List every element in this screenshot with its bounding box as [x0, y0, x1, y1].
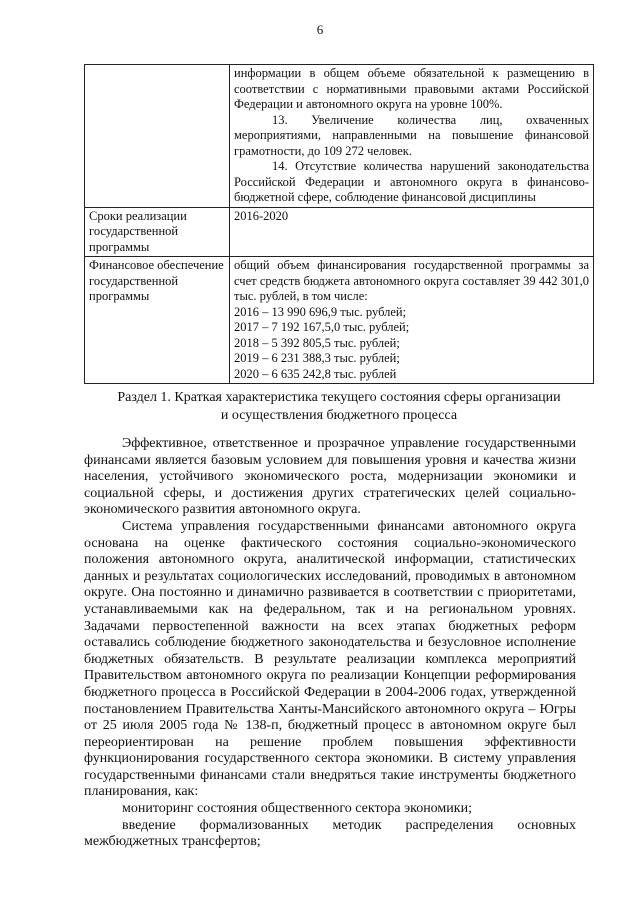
table-value-terms: 2016-2020 — [230, 207, 594, 257]
section-heading-line-2: и осуществления бюджетного процесса — [220, 408, 458, 423]
table-row-financing — [85, 257, 594, 384]
section-heading — [84, 389, 594, 425]
table-item-14: 14. Отсутствие количества нарушений законодательства Российской Федерации и автономного округа в финансово-бюджетной сфере, соблюдение финансовой дисциплины — [234, 159, 589, 204]
table-row-results — [85, 65, 594, 208]
list-item-methods: введение формализованных методик распределения основных межбюджетных трансфертов; — [84, 817, 576, 850]
table-row-terms — [85, 207, 594, 257]
page-number: 6 — [316, 22, 324, 37]
table-label-terms: Сроки реализации государственной программы — [85, 207, 230, 257]
list-item-monitoring: мониторинг состояния общественного сектора экономики; — [122, 801, 472, 817]
financing-intro: общий объем финансирования государственной программы за счет средств бюджета автономного округа составляет 39 442 301,0 тыс. рублей, в том числе: — [234, 258, 589, 303]
table-continuation-text: информации в общем объеме обязательной к размещению в соответствии с нормативными правовыми актами Российской Федерации и автономного округа на уровне 100%. — [234, 66, 589, 111]
table-label-financing: Финансовое обеспечение государственной программы — [85, 257, 230, 384]
paragraph-2: Система управления государственными финансами автономного округа основана на оценке фактического состояния социально-экономического положения автономного округа, аналитической информации, статистических данных и результатах социологических исследований, проводимых в автономном округе. Она постоянно и динамично развивается в соответствии с приоритетами, устанавливаемыми как на федеральном, так и на региональном уровнях. Задачами первостепенной важности на всех этапах бюджетных реформ оставались соблюдение бюджетного законодательства и безусловное исполнение бюджетных обязательств. В результате реализации комплекса мероприятий Правительством автономного округа по реализации Концепции реформирования бюджетного процесса в Российской Федерации в 2004-2006 годах, утвержденной постановлением Правительства Ханты-Мансийского автономного округа – Югры от 25 июля 2005 года № 138-п, бюджетный процесс в автономном округе был переориентирован на решение проблем повышения эффективности функционирования государственного сектора экономики. В систему управления государственными финансами стали внедряться такие инструменты бюджетного планирования, как: — [84, 518, 576, 800]
financing-year-2019: 2019 – 6 231 388,3 тыс. рублей; — [234, 351, 400, 365]
table-value-cell-results — [230, 65, 594, 208]
financing-year-2018: 2018 – 5 392 805,5 тыс. рублей; — [234, 335, 400, 350]
section-heading-line-1: Раздел 1. Краткая характеристика текущего состояния сферы организации — [117, 390, 561, 405]
section-body — [84, 436, 576, 851]
financing-year-2017: 2017 – 7 192 167,5,0 тыс. рублей; — [234, 320, 410, 334]
table-value-financing — [230, 257, 594, 384]
program-passport-table — [84, 64, 594, 384]
financing-year-2020: 2020 – 6 635 242,8 тыс. рублей — [234, 366, 397, 381]
paragraph-1: Эффективное, ответственное и прозрачное управление государственными финансами является базовым условием для повышения уровня и качества жизни населения, устойчивого экономического роста, модернизации экономики и социальной сферы, и достижения других стратегических целей социально-экономического развития автономного округа. — [84, 436, 576, 518]
table-item-13: 13. Увеличение количества лиц, охваченных мероприятиями, направленными на повышение финансовой грамотности, до 109 272 человек. — [234, 112, 589, 158]
financing-year-2016: 2016 – 13 990 696,9 тыс. рублей; — [234, 304, 407, 319]
table-label-cell-empty — [85, 65, 230, 208]
